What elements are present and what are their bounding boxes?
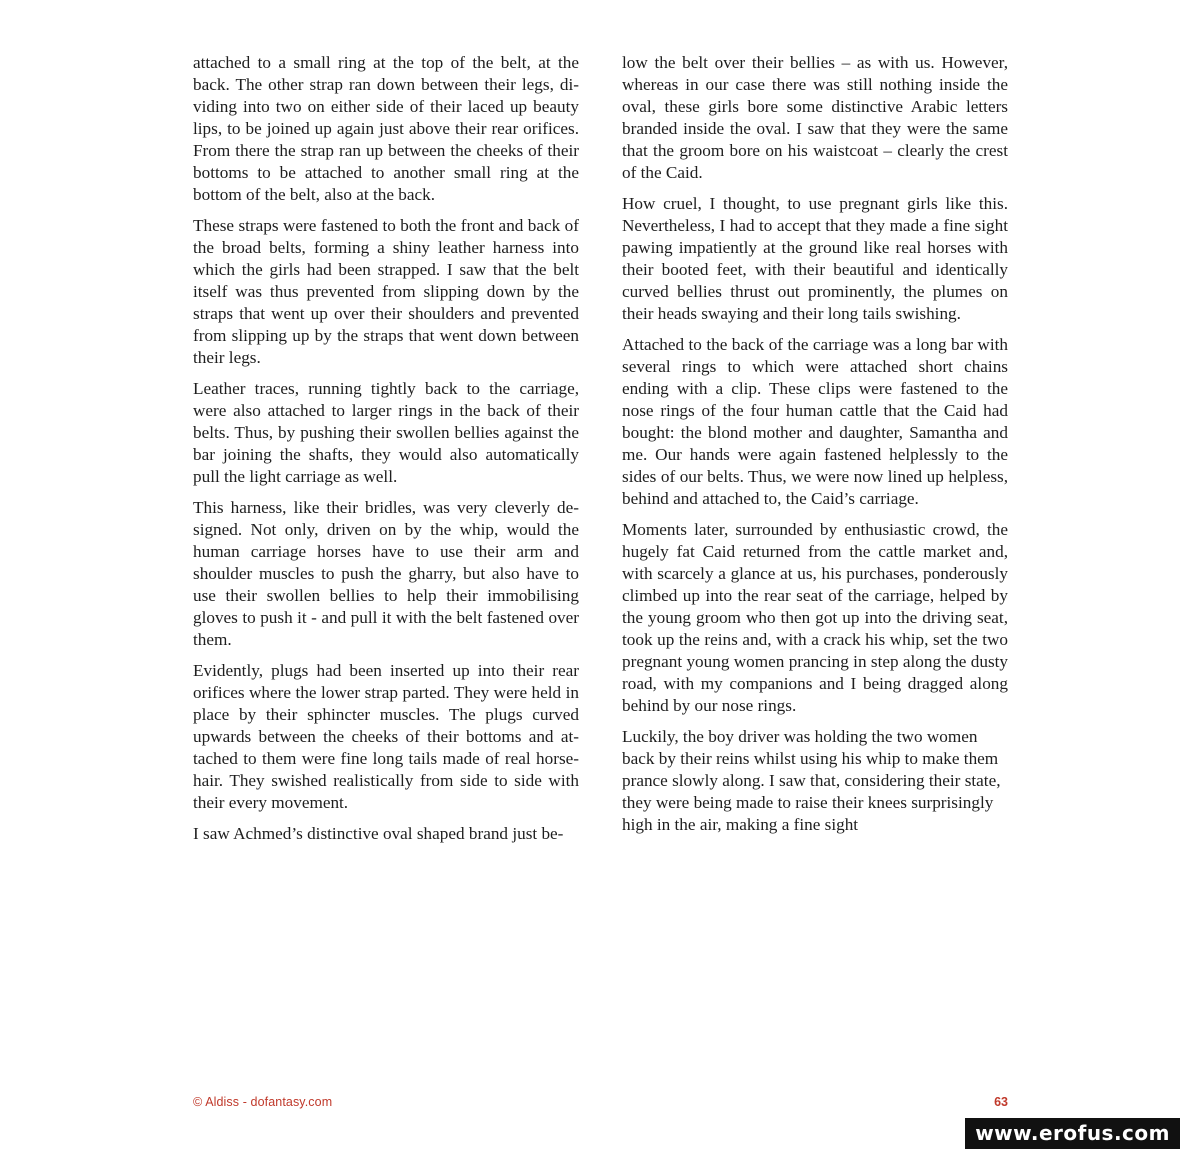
paragraph: attached to a small ring at the top of the belt, at the back. The other strap ran down between their legs, dividing into two on either side of their laced up beauty lips, to be joined up again just above their rear orifices. From there the strap ran up between the cheeks of their bottoms to be attached to another small ring at the bottom of the belt, also at the back. (193, 53, 579, 204)
watermark-logo: www.erofus.com (965, 1118, 1180, 1149)
paragraph: Luckily, the boy driver was holding the two women back by their reins whilst using his whip to make them prance slowly along. I saw that, considering their state, they were being made to raise their knees surprisingly high in the air, making a fine sight (622, 727, 1001, 834)
paragraph: Moments later, surrounded by enthusiastic crowd, the hugely fat Caid returned from the cattle market and, with scarcely a glance at us, his purchases, ponderously climbed up into the rear seat of the carriage, helped by the young groom who then got up into the driving seat, took up the reins and, with a crack his whip, set the two pregnant young women prancing in step along the dusty road, with my companions and I being dragged along behind by our nose rings. (622, 520, 1008, 715)
paragraph: Leather traces, running tightly back to the carriage, were also attached to larger rings in the back of their belts. Thus, by pushing their swollen bellies against the bar joining the shafts, they would also automatically pull the light carriage as well. (193, 379, 579, 486)
paragraph: Evidently, plugs had been inserted up into their rear orifices where the lower strap parted. They were held in place by their sphincter muscles. The plugs curved upwards between the cheeks of their bottoms and attached to them were fine long tails made of real horsehair. They swished realistically from side to side with their every movement. (193, 661, 579, 812)
paragraph: Attached to the back of the carriage was a long bar with several rings to which were attached short chains ending with a clip. These clips were fastened to the nose rings of the four human cattle that the Caid had bought: the blond mother and daughter, Samantha and me. Our hands were again fastened helplessly to the sides of our belts. Thus, we were now lined up helpless, behind and attached to, the Caid’s carriage. (622, 335, 1008, 508)
right-text-column (622, 52, 1008, 845)
left-text-column (193, 52, 579, 854)
paragraph: These straps were fastened to both the front and back of the broad belts, forming a shiny leather harness into which the girls had been strapped. I saw that the belt itself was thus prevented from slipping down by the straps that went up over their shoulders and prevented from slipping up by the straps that went down between their legs. (193, 216, 579, 367)
footer-credit: © Aldiss - dofantasy.com (193, 1095, 333, 1109)
paragraph: I saw Achmed’s distinctive oval shaped brand just be- (193, 824, 564, 843)
paragraph: This harness, like their bridles, was very cleverly designed. Not only, driven on by the whip, would the human carriage horses have to use their arm and shoulder muscles to push the gharry, but also have to use their swollen bellies to help their immobilising gloves to push it - and pull it with the belt fastened over them. (193, 498, 579, 649)
paragraph: low the belt over their bellies – as with us. However, whereas in our case there was still nothing inside the oval, these girls bore some distinctive Arabic letters branded inside the oval. I saw that they were the same that the groom bore on his waistcoat – clearly the crest of the Caid. (622, 53, 1008, 182)
paragraph: How cruel, I thought, to use pregnant girls like this. Nevertheless, I had to accept that they made a fine sight pawing impatiently at the ground like real horses with their booted feet, with their beautiful and identically curved bellies thrust out prominently, the plumes on their heads swaying and their long tails swishing. (622, 194, 1008, 323)
page-number: 63 (994, 1095, 1008, 1109)
